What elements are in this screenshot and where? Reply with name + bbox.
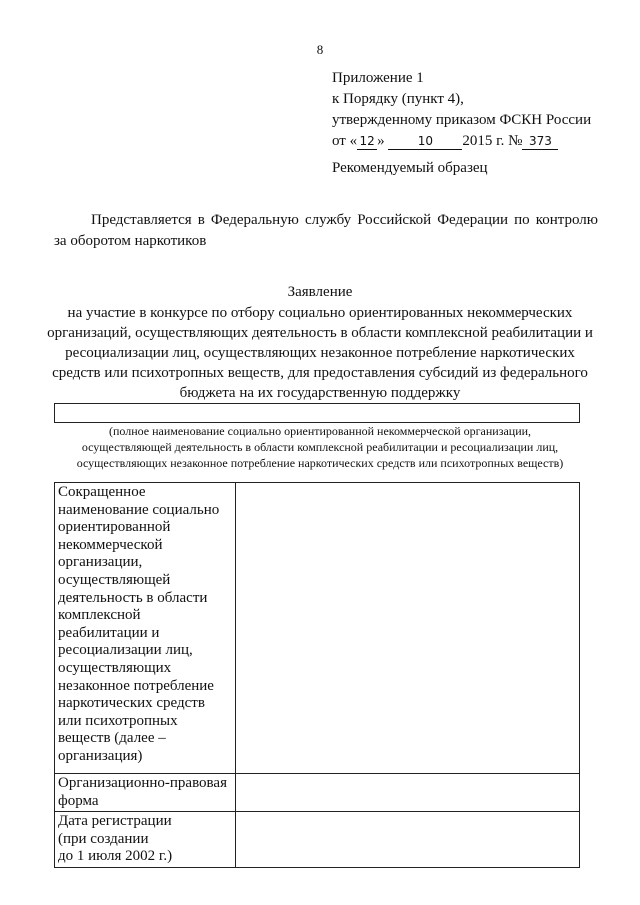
value-cell-legal-form[interactable]: [236, 774, 580, 812]
statement-title: Заявление: [287, 284, 353, 300]
label-line: организация): [58, 747, 143, 764]
date-month: 10: [388, 134, 462, 150]
label-line: веществ (далее –: [58, 730, 166, 747]
table-row: [55, 774, 580, 812]
label-line: или психотропных: [58, 712, 178, 729]
label-line: осуществляющих: [58, 659, 172, 676]
appendix-date-line: [332, 131, 591, 152]
label-line: форма: [58, 792, 99, 809]
organization-name-caption: [40, 423, 600, 471]
label-line: Организационно-правовая: [58, 775, 227, 791]
label-line: наименование социально: [58, 501, 220, 518]
label-line: комплексной: [58, 607, 141, 624]
appendix-line-2: к Порядку (пункт 4),: [332, 91, 464, 107]
page-number: 8: [316, 42, 324, 57]
label-line: (при создании: [58, 830, 149, 847]
label-line: организации,: [58, 554, 143, 571]
organization-info-table: [54, 482, 580, 868]
row-label-legal-form: [55, 774, 236, 812]
label-line: ресоциализации лиц,: [58, 642, 193, 659]
caption-line-3: осуществляющих незаконное потребление наркотических средств или психотропных веществ): [76, 456, 564, 470]
label-line: ориентированной: [58, 519, 171, 536]
label-line: незаконное потребление: [58, 677, 214, 694]
table-row: [55, 483, 580, 774]
date-prefix: от «: [332, 133, 358, 149]
label-line: деятельность в области: [58, 589, 208, 606]
row-label-short-name: [55, 483, 236, 774]
recommended-sample-label: Рекомендуемый образец: [332, 160, 488, 176]
label-line: некоммерческой: [58, 536, 163, 553]
value-cell-short-name[interactable]: [236, 483, 580, 774]
label-line: Сокращенное: [58, 484, 146, 500]
appendix-line-3: утвержденному приказом ФСКН России: [332, 112, 592, 128]
label-line: Дата регистрации: [58, 813, 172, 830]
row-label-registration-date: [55, 812, 236, 868]
date-year-text: 2015 г. №: [462, 133, 523, 149]
appendix-line-1: Приложение 1: [332, 70, 424, 86]
addressee-paragraph: Представляется в Федеральную службу Российской Федерации по контролю за оборотом наркотиков: [54, 212, 598, 249]
label-line: реабилитации и: [58, 624, 160, 641]
organization-name-field[interactable]: [54, 403, 580, 423]
label-line: до 1 июля 2002 г.): [58, 848, 173, 865]
label-line: осуществляющей: [58, 571, 171, 588]
label-line: наркотических средств: [58, 695, 205, 712]
value-cell-registration-date[interactable]: [236, 812, 580, 868]
table-row: [55, 812, 580, 868]
statement-body: на участие в конкурсе по отбору социально ориентированных некоммерческих организаций, осуществляющих деятельность в области комплексной реабилитации и ресоциализации лиц, осуществляющих незаконное потребление наркотических средств или психотропных веществ, для предоставления субсидий из федерального бюджета на их государственную поддержку: [47, 305, 593, 401]
date-quote-close: »: [377, 133, 385, 149]
order-number: 373: [522, 134, 558, 150]
caption-line-1: (полное наименование социально ориентированной некоммерческой организации,: [108, 424, 532, 438]
caption-line-2: осуществляющей деятельность в области комплексной реабилитации и ресоциализации лиц,: [81, 440, 559, 454]
date-day: 12: [357, 134, 377, 150]
appendix-header: [332, 68, 591, 152]
